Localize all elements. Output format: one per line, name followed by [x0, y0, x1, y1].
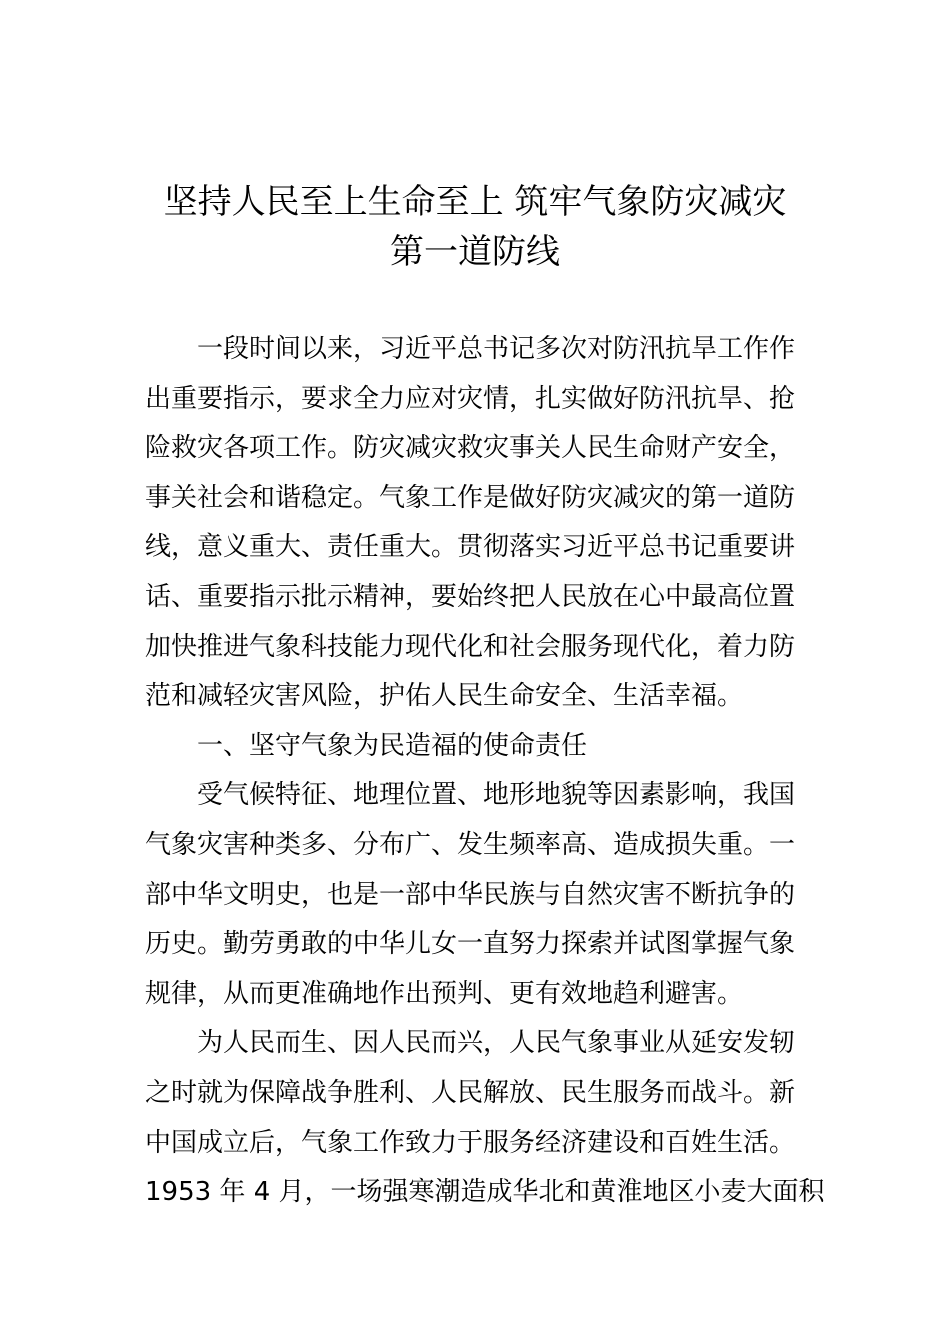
text-line: 加快推进气象科技能力现代化和社会服务现代化，着力防	[145, 631, 796, 662]
text-line: 中国成立后，气象工作致力于服务经济建设和百姓生活。	[145, 1127, 796, 1158]
text-line: 为人民而生、因人民而兴，人民气象事业从延安发轫	[197, 1028, 796, 1059]
text-line: 规律，从而更准确地作出预判、更有效地趋利避害。	[145, 978, 744, 1009]
document-body	[145, 325, 825, 1218]
text-line: 历史。勤劳勇敢的中华儿女一直努力探索并试图掌握气象	[145, 929, 796, 960]
text-line: 一段时间以来，习近平总书记多次对防汛抗旱工作作	[197, 334, 796, 364]
text-line: 险救灾各项工作。防灾减灾救灾事关人民生命财产安全，	[145, 433, 796, 464]
text-line: 事关社会和谐稳定。气象工作是做好防灾减灾的第一道防	[145, 482, 796, 513]
text-line: 气象灾害种类多、分布广、发生频率高、造成损失重。一	[145, 829, 796, 860]
text-line: 出重要指示，要求全力应对灾情，扎实做好防汛抗旱、抢	[145, 383, 796, 414]
section-heading-1: 一、坚守气象为民造福的使命责任	[197, 730, 588, 761]
text-line: 范和减轻灾害风险，护佑人民生命安全、生活幸福。	[145, 681, 744, 712]
document-title-line-1: 坚持人民至上生命至上 筑牢气象防灾减灾	[163, 182, 787, 222]
text-line: 部中华文明史，也是一部中华民族与自然灾害不断抗争的	[145, 879, 796, 910]
text-line: 之时就为保障战争胜利、人民解放、民生服务而战斗。新	[145, 1077, 796, 1108]
document-title-line-2: 第一道防线	[390, 232, 560, 272]
paragraph-intro	[145, 325, 815, 722]
text-line: 受气候特征、地理位置、地形地貌等因素影响，我国	[197, 780, 796, 811]
paragraph-section-1a	[145, 771, 815, 1019]
text-line: 线，意义重大、责任重大。贯彻落实习近平总书记重要讲	[145, 532, 796, 563]
text-line: 1953 年 4 月，一场强寒潮造成华北和黄淮地区小麦大面积	[145, 1177, 825, 1208]
text-line: 话、重要指示批示精神，要始终把人民放在心中最高位置	[145, 581, 796, 612]
paragraph-section-1b	[145, 1019, 825, 1217]
